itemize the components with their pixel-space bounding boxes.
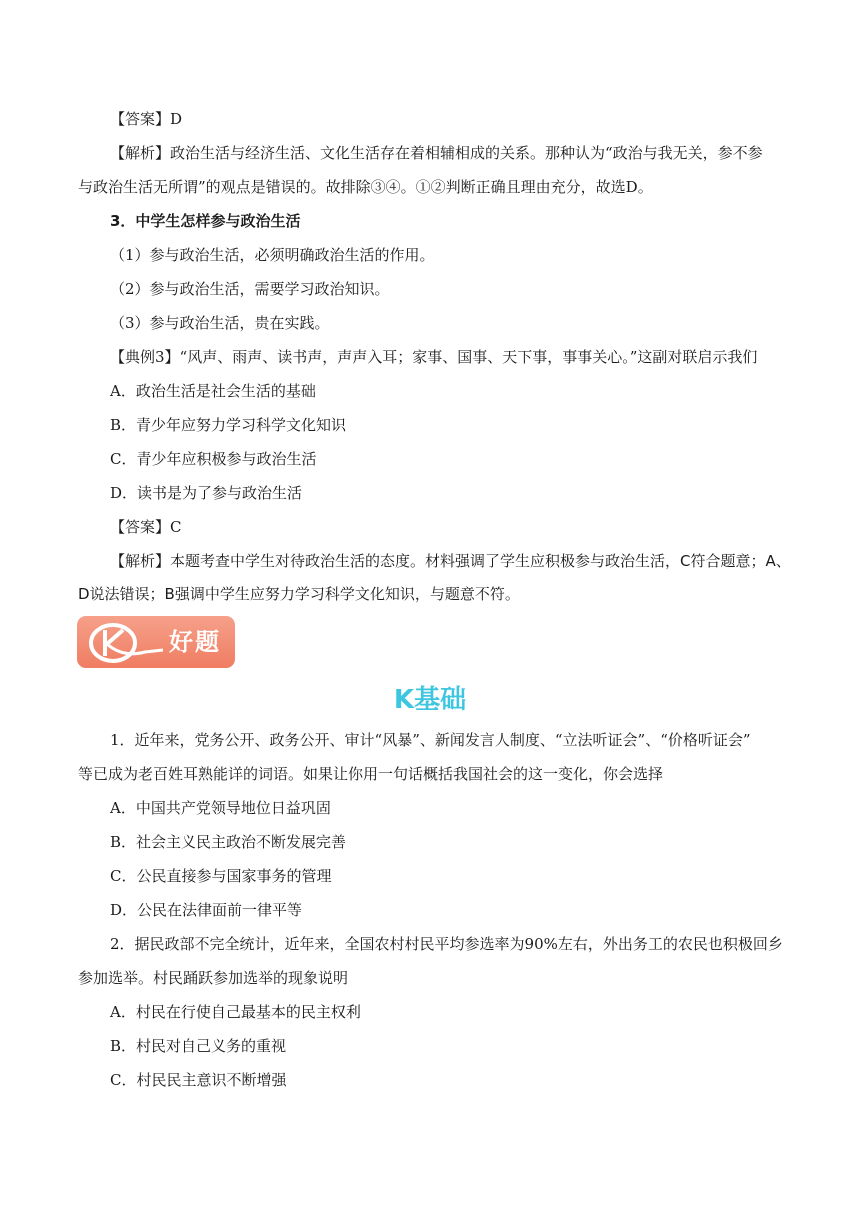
analysis-line-3a: 【解析】本题考查中学生对待政治生活的态度。材料强调了学生应积极参与政治生活，C符合题意；A、: [110, 552, 791, 570]
section-title: K基础: [393, 685, 467, 715]
point-3: （3）参与政治生活，贵在实践。: [110, 314, 330, 332]
banner-label: 好题: [169, 628, 221, 656]
option-b: B．青少年应努力学习科学文化知识: [110, 416, 347, 434]
good-questions-banner: [77, 616, 235, 668]
q1-option-c: C．公民直接参与国家事务的管理: [110, 867, 332, 885]
point-2: （2）参与政治生活，需要学习政治知识。: [110, 280, 390, 298]
option-a: A．政治生活是社会生活的基础: [110, 382, 316, 400]
q1-option-a: A．中国共产党领导地位日益巩固: [110, 799, 331, 817]
option-c: C．青少年应积极参与政治生活: [110, 450, 317, 468]
example-3-question: 【典例3】“风声、雨声、读书声，声声入耳；家事、国事、天下事，事事关心。”这副对联启示我们: [110, 348, 758, 366]
question-1-line-b: 等已成为老百姓耳熟能详的词语。如果让你用一句话概括我国社会的这一变化，你会选择: [78, 765, 664, 783]
analysis-line-3b: D说法错误；B强调中学生应努力学习科学文化知识，与题意不符。: [78, 585, 520, 603]
q1-option-d: D．公民在法律面前一律平等: [110, 901, 303, 919]
question-1-line-a: 1．近年来，党务公开、政务公开、审计“风暴”、新闻发言人制度、“立法听证会”、“价格听证会”: [110, 731, 751, 749]
q2-option-b: B．村民对自己义务的重视: [110, 1037, 287, 1055]
analysis-line-2a: 【解析】政治生活与经济生活、文化生活存在着相辅相成的关系。那种认为“政治与我无关，参不参: [110, 144, 763, 162]
question-2-line-b: 参加选举。村民踊跃参加选举的现象说明: [78, 969, 349, 987]
answer-line-3: 【答案】C: [110, 518, 182, 536]
analysis-line-2b: 与政治生活无所谓”的观点是错误的。故排除③④。①②判断正确且理由充分，故选D。: [78, 178, 653, 196]
answer-line-2: 【答案】D: [110, 110, 183, 128]
point-1: （1）参与政治生活，必须明确政治生活的作用。: [110, 246, 435, 264]
k-swoosh-logo-icon: [83, 620, 173, 664]
section-heading-3: 3．中学生怎样参与政治生活: [110, 212, 301, 230]
question-2-line-a: 2．据民政部不完全统计，近年来，全国农村村民平均参选率为90%左右，外出务工的农民也积极回乡: [110, 935, 783, 953]
option-d: D．读书是为了参与政治生活: [110, 484, 303, 502]
q1-option-b: B．社会主义民主政治不断发展完善: [110, 833, 347, 851]
q2-option-a: A．村民在行使自己最基本的民主权利: [110, 1003, 361, 1021]
q2-option-c: C．村民民主意识不断增强: [110, 1071, 287, 1089]
